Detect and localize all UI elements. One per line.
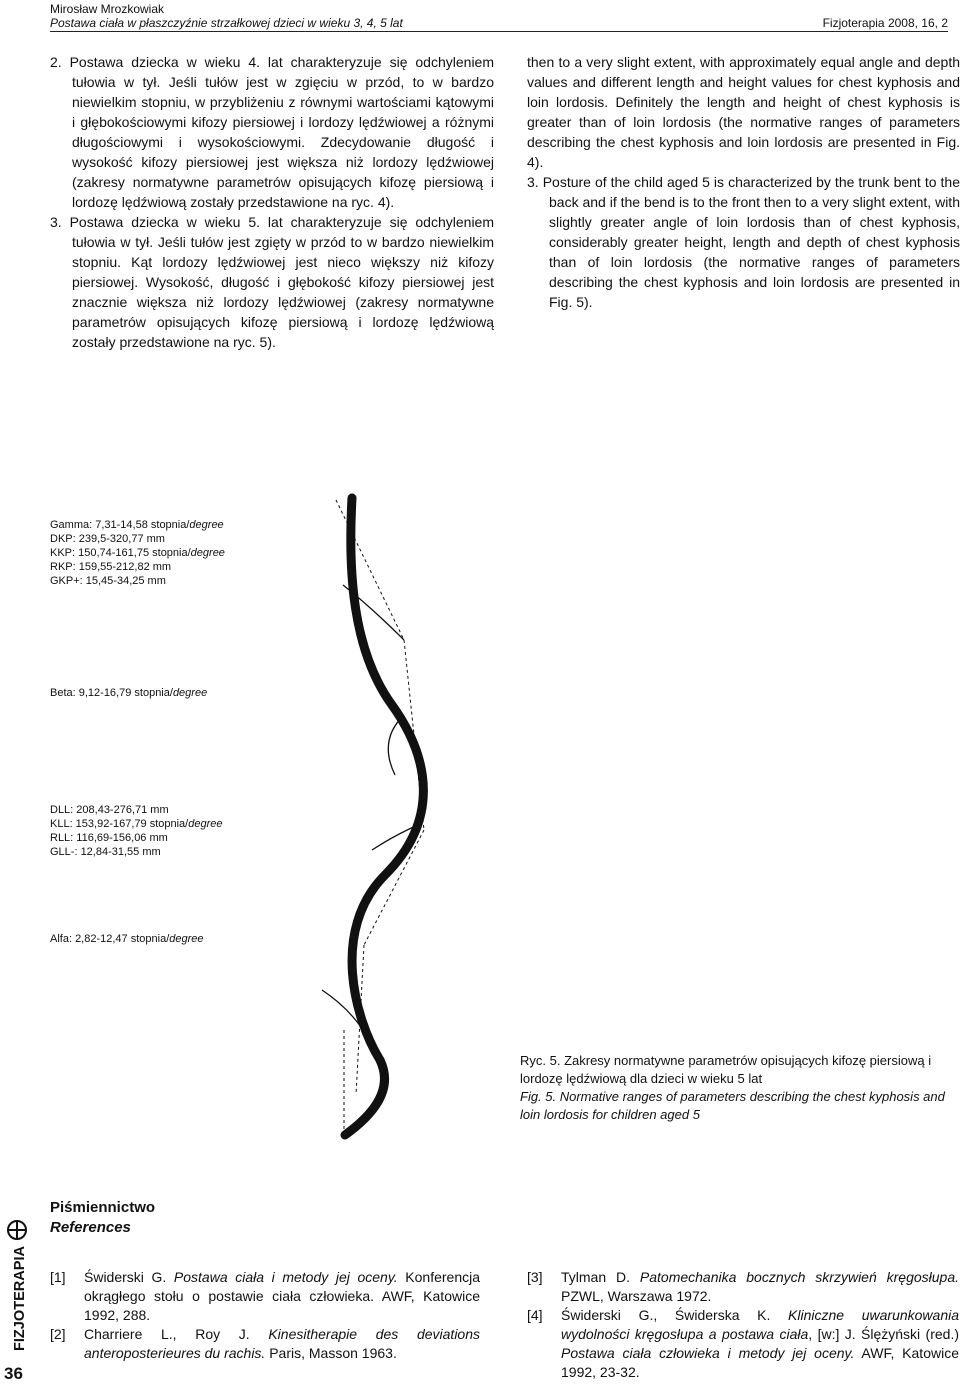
references-heading-en: References (50, 1219, 131, 1236)
reference-title: Postawa ciała i metody jej oceny. (173, 1269, 398, 1285)
reference-rest: , [w:] J. Ślężyński (red.) (808, 1326, 960, 1342)
label-dll: DLL: 208,43-276,71 mm (50, 804, 169, 816)
label-kkp: KKP: 150,74-161,75 stopnia/ (50, 547, 191, 559)
paragraph-en-3: 3. Posture of the child aged 5 is characterized by the trunk bent to the back and if the bend is to the front then to a very slight extent, with slightly greater angle of loin lordosis than of chest kyphosis, considerably greater height, length and depth of chest kyphosis than of loin lordosis (the normative ranges of parameters describing the chest kyphosis and loin lordosis are presented in Fig. 5). (527, 174, 960, 310)
kyphosis-chord-upper (336, 500, 404, 640)
label-kll: KLL: 153,92-167,79 stopnia/ (50, 818, 189, 830)
label-alfa: Alfa: 2,82-12,47 stopnia/ (50, 933, 170, 945)
reference-number: [4] (527, 1307, 543, 1323)
label-beta-unit: degree (172, 687, 208, 699)
header-author: Mirosław Mrozkowiak (50, 2, 165, 16)
label-beta: Beta: 9,12-16,79 stopnia/ (50, 687, 173, 699)
figure-label-beta (50, 686, 207, 700)
reference-rest-2: AWF, Katowice 1992, 23-32. (561, 1345, 959, 1380)
reference-number: [2] (50, 1326, 66, 1342)
caption-pl: Ryc. 5. Zakresy normatywne parametrów opisujących kifozę piersiową i lordozę lędźwiową dla dzieci w wieku 5 lat (520, 1053, 932, 1086)
paragraph-pl-3: 3. Postawa dziecka w wieku 5. lat charakteryzuje się odchyleniem tułowia w tył. Jeśli tułów jest zgięty w przód to w bardzo niewielkim stopniu. Kąt lordozy lędźwiowej jest nieco większy niż kifozy piersiowej. Wysokość, długość i głębokość kifozy piersiowej jest znacznie większa niż lordozy lędźwiowej (zakresy normatywne parametrów opisujących kifozę piersiową i lordozę lędźwiową zostały przedstawione na ryc. 5). (50, 214, 494, 350)
reference-title: Patomechanika bocznych skrzywień kręgosłupa. (639, 1269, 960, 1285)
references-left (50, 1268, 480, 1363)
caption-en: Fig. 5. Normative ranges of parameters describing the chest kyphosis and loin lordosis for children aged 5 (520, 1089, 945, 1122)
references-heading-pl: Piśmiennictwo (50, 1199, 156, 1216)
logo-text: FIZJOTERAPIA (11, 1242, 28, 1351)
label-rkp: RKP: 159,55-212,82 mm (50, 561, 172, 573)
label-kkp-unit: degree (190, 547, 225, 559)
paragraph-en-cont: then to a very slight extent, with approximately equal angle and depth values and different length and height values for chest kyphosis and loin lordosis. Definitely the length and height of chest kyphosis is greater than of loin lordosis (the normative ranges of parameters describing the chest kyphosis and loin lordosis are presented in Fig. 4). (527, 54, 960, 170)
references-heading (50, 1198, 155, 1238)
reference-rest: PZWL, Warszawa 1972. (561, 1288, 712, 1304)
right-column (527, 52, 960, 312)
reference-item (50, 1325, 480, 1363)
reference-authors: Charriere L., Roy J. (84, 1326, 269, 1342)
label-gamma: Gamma: 7,31-14,58 stopnia/ (50, 519, 190, 531)
reference-number: [1] (50, 1269, 66, 1285)
reference-authors: Świderski G., Świderska K. (561, 1307, 789, 1323)
header-rule (50, 31, 948, 32)
spine-curve (345, 498, 423, 1135)
paragraph-pl-2: 2. Postawa dziecka w wieku 4. lat charakteryzuje się odchyleniem tułowia w tył. Jeśli tułów jest w zgięciu w przód, to w bardzo niewielkim stopniu, w przybliżeniu z równymi wartościami kątowymi i głębokościowymi kifozy piersiowej i lordozy lędźwiowej a różnymi długościowymi i wysokościowymi. Zdecydowanie długość i wysokość kifozy piersiowej jest większa niż lordozy lędźwiowej (zakresy normatywne parametrów opisujących kifozę piersiową i lordozę lędźwiową zostały przedstawione na ryc. 4). (50, 54, 494, 210)
left-column (50, 52, 494, 352)
label-gll: GLL-: 12,84-31,55 mm (50, 846, 161, 858)
label-gkp: GKP+: 15,45-34,25 mm (50, 575, 166, 587)
reference-item (50, 1268, 480, 1325)
reference-rest: Paris, Masson 1963. (265, 1345, 397, 1361)
label-gamma-unit: degree (189, 519, 224, 531)
figure-caption (520, 1052, 955, 1124)
header-journal: Fizjoterapia 2008, 16, 2 (822, 16, 948, 30)
running-header (50, 2, 403, 30)
label-kll-unit: degree (188, 818, 223, 830)
references-right (527, 1268, 959, 1382)
reference-title-2: Postawa ciała człowieka i metody jej oceny. (561, 1345, 855, 1361)
figure-label-alfa (50, 932, 204, 946)
reference-title: Kliniczne uwarunkowania wydolności kręgosłupa a postawa ciała (561, 1307, 960, 1342)
label-dkp: DKP: 239,5-320,77 mm (50, 533, 165, 545)
reference-authors: Świderski G. (84, 1269, 174, 1285)
reference-number: [3] (527, 1269, 543, 1285)
reference-item (527, 1306, 959, 1382)
label-rll: RLL: 116,69-156,06 mm (50, 832, 168, 844)
journal-logo (2, 1216, 32, 1356)
label-alfa-unit: degree (169, 933, 204, 945)
header-title: Postawa ciała w płaszczyźnie strzałkowej dzieci w wieku 3, 4, 5 lat (50, 16, 403, 30)
figure-labels-lordosis (50, 803, 223, 859)
figure-labels-kyphosis (50, 518, 225, 588)
page-number: 36 (4, 1364, 23, 1383)
reference-item (527, 1268, 959, 1306)
reference-title: Kinesitherapie des deviations anteroposterieures du rachis. (84, 1326, 480, 1361)
reference-authors: Tylman D. (561, 1269, 640, 1285)
reference-rest: Konferencja okrągłego stołu o postawie ciała człowieka. AWF, Katowice 1992, 288. (84, 1269, 480, 1323)
